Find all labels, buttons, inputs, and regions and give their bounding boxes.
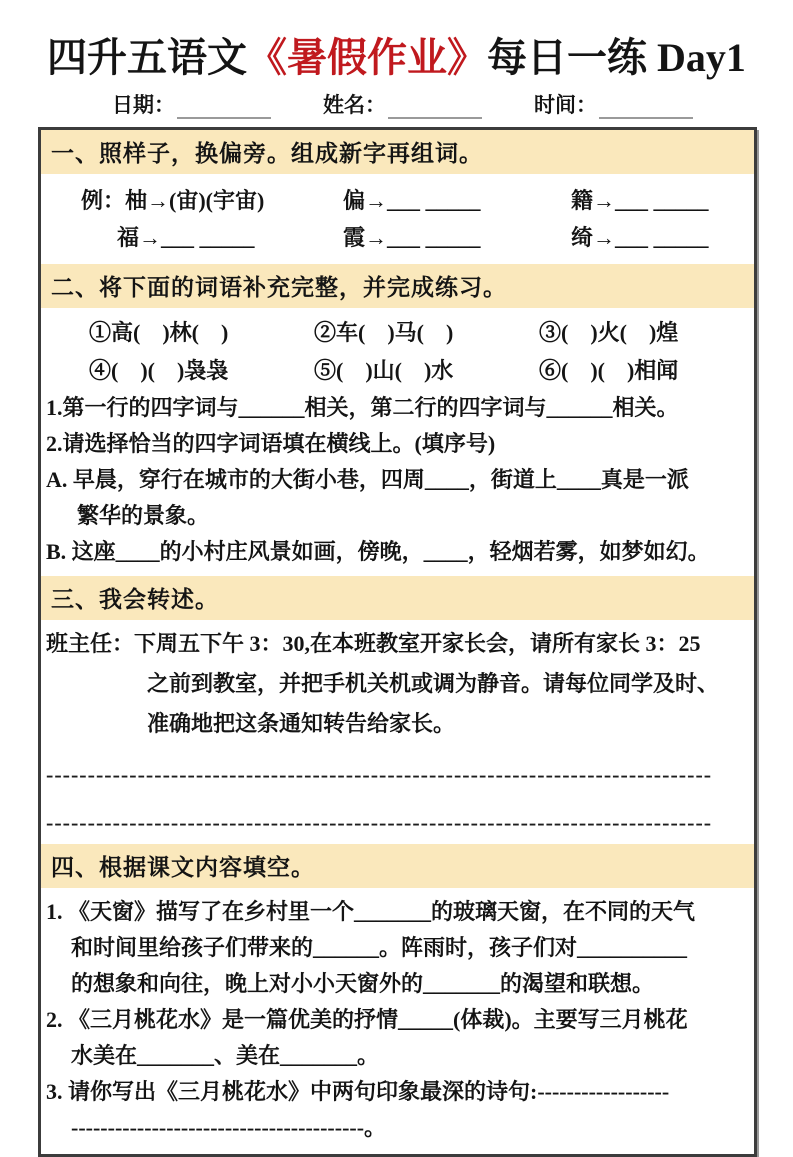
s4-items (41, 888, 754, 1146)
date-label: 日期： (112, 93, 175, 117)
s2-question-b: B. 这座____的小村庄风景如画，傍晚，____，轻烟若雾，如梦如幻。 (46, 539, 710, 564)
s3-notice-line: 班主任：下周五下午 3：30,在本班教室开家长会，请所有家长 3：25 (46, 631, 701, 656)
s1-blank-item[interactable]: 福→___ _____ (117, 225, 255, 250)
time-label: 时间： (534, 93, 597, 117)
s1-blank-item[interactable]: 绮→___ _____ (571, 225, 709, 250)
s3-answer-line-2[interactable]: -------------------------------------------------------------------------------- (46, 810, 713, 835)
date-field (112, 89, 271, 119)
s2-word-item[interactable]: ①高( )林( ) (89, 320, 229, 345)
time-blank[interactable] (599, 95, 693, 119)
title-part1: 四升五语文 (47, 35, 248, 80)
s4-item-3: 3. 请你写出《三月桃花水》中两句印象最深的诗句:------------------ (46, 1079, 670, 1104)
s4-item-2-cont: 水美在_______、美在_______。 (71, 1043, 380, 1068)
s4-item-1-cont: 和时间里给孩子们带来的______。阵雨时，孩子们对__________ (71, 935, 688, 960)
s3-notice-line: 之前到教室，并把手机关机或调为静音。请每位同学及时、 (147, 671, 720, 696)
s1-blank-item[interactable]: 籍→___ _____ (571, 188, 709, 213)
s1-blank-item[interactable]: 霞→___ _____ (343, 225, 481, 250)
s3-notice-paragraph (41, 620, 754, 744)
section2-header: 二、将下面的词语补充完整，并完成练习。 (41, 264, 754, 308)
s1-example: 例：柚→(宙)(宇宙) (81, 188, 265, 213)
s2-word-item[interactable]: ③( )火( )煌 (539, 320, 679, 345)
title-part2: 每日一练 Day1 (487, 35, 746, 80)
title-highlight: 《暑假作业》 (247, 35, 488, 80)
s1-blank-item[interactable]: 偏→___ _____ (343, 188, 481, 213)
section3-header: 三、我会转述。 (41, 576, 754, 620)
worksheet-header (0, 26, 793, 127)
section1-examples (41, 174, 754, 258)
date-blank[interactable] (177, 95, 271, 119)
s2-question-1: 1.第一行的四字词与______相关，第二行的四字词与______相关。 (46, 395, 679, 420)
name-blank[interactable] (388, 95, 482, 119)
worksheet-sheet (38, 127, 757, 1157)
s2-question-a: A. 早晨，穿行在城市的大街小巷，四周____，街道上____真是一派 (46, 467, 689, 492)
s2-word-item[interactable]: ⑥( )( )相闻 (539, 358, 679, 383)
s4-item-3-answer[interactable]: ----------------------------------------。 (71, 1115, 387, 1140)
s2-word-item[interactable]: ④( )( )袅袅 (89, 358, 229, 383)
s3-answer-line-1[interactable]: -------------------------------------------------------------------------------- (46, 762, 713, 787)
s4-item-2: 2. 《三月桃花水》是一篇优美的抒情_____(体裁)。主要写三月桃花 (46, 1007, 688, 1032)
s3-notice-line: 准确地把这条通知转告给家长。 (147, 711, 456, 736)
time-field (534, 89, 693, 119)
name-field (323, 89, 482, 119)
section2-word-grid (41, 308, 754, 390)
s2-word-item[interactable]: ②车( )马( ) (314, 320, 454, 345)
s2-word-item[interactable]: ⑤( )山( )水 (314, 358, 454, 383)
s2-question-2: 2.请选择恰当的四字词语填在横线上。(填序号) (46, 431, 496, 456)
section4-header: 四、根据课文内容填空。 (41, 844, 754, 888)
meta-row (0, 85, 793, 127)
page-title (10, 26, 783, 83)
section1-header: 一、照样子，换偏旁。组成新字再组词。 (41, 130, 754, 174)
s4-item-1: 1. 《天窗》描写了在乡村里一个_______的玻璃天窗，在不同的天气 (46, 899, 696, 924)
s4-item-1-cont: 的想象和向往，晚上对小小天窗外的_______的渴望和联想。 (71, 971, 655, 996)
name-label: 姓名： (323, 93, 386, 117)
s2-question-a-cont: 繁华的景象。 (77, 503, 210, 528)
